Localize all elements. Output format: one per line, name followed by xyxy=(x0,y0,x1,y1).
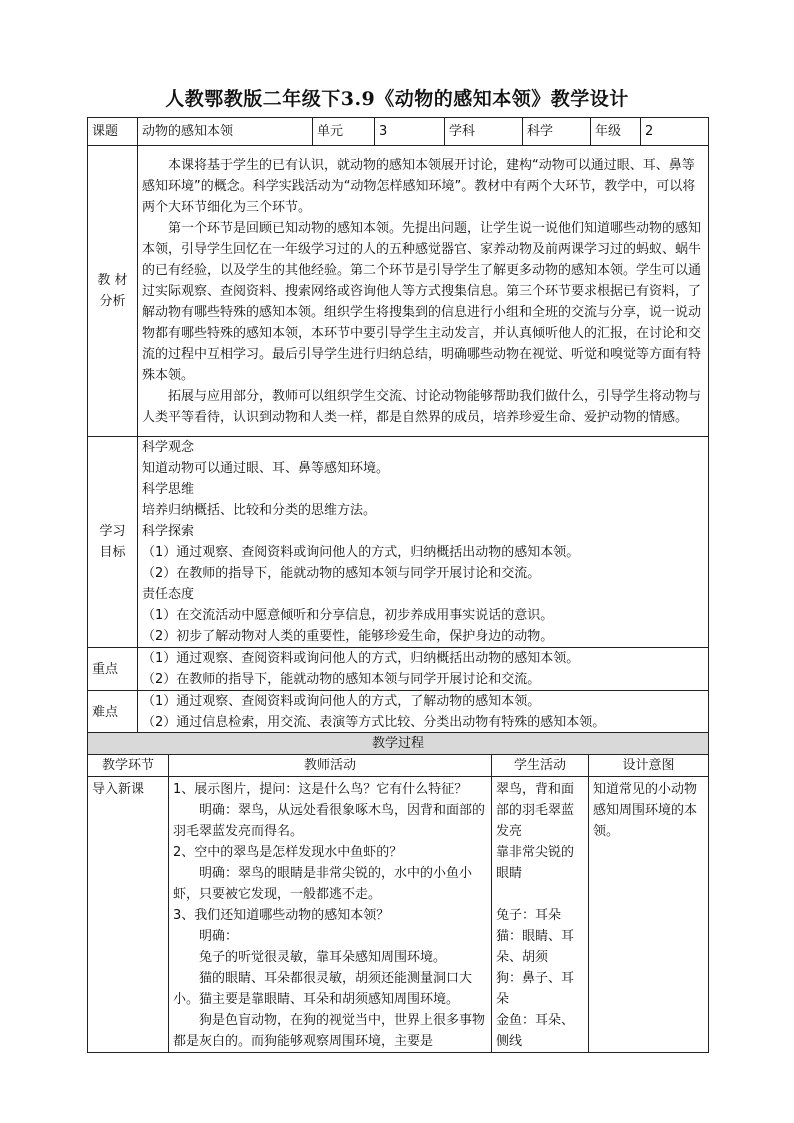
info-row xyxy=(88,118,709,146)
difficulty-line: （2）通过信息检索，用交流、表演等方式比较、分类出动物有特殊的感知本领。 xyxy=(142,715,606,730)
analysis-row xyxy=(88,146,709,437)
col-student-header: 学生活动 xyxy=(492,755,589,777)
keypoints-content xyxy=(138,648,709,691)
lesson-info-table xyxy=(87,117,709,734)
document-title: 人教鄂教版二年级下3.9《动物的感知本领》教学设计 xyxy=(165,88,629,110)
teacher-line: 3、我们还知道哪些动物的感知本领？ xyxy=(173,908,390,923)
objective-heading: 责任态度 xyxy=(142,587,195,602)
difficulties-row xyxy=(88,691,709,734)
objective-heading: 科学思维 xyxy=(142,482,195,497)
student-line: 猫：眼睛、耳朵、胡须 xyxy=(496,929,575,965)
course-value: 动物的感知本领 xyxy=(138,118,313,146)
teacher-line: 明确：翠鸟的眼睛是非常尖锐的，水中的小鱼小虾，只要被它发现，一般都逃不走。 xyxy=(173,866,473,902)
difficulties-label: 难点 xyxy=(88,691,138,734)
stage-cell: 导入新课 xyxy=(88,777,169,1053)
subject-label: 学科 xyxy=(445,118,523,146)
student-activity-cell xyxy=(492,777,589,1053)
student-line: 靠非常尖锐的眼睛 xyxy=(496,845,575,881)
unit-value: 3 xyxy=(375,118,445,146)
teacher-line: 1、展示图片，提问：这是什么鸟？它有什么特征？ xyxy=(173,782,468,797)
col-teacher-header: 教师活动 xyxy=(169,755,492,777)
objective-heading: 科学观念 xyxy=(142,440,195,455)
objective-line: 知道动物可以通过眼、耳、鼻等感知环境。 xyxy=(142,461,390,476)
analysis-label: 教 材 分析 xyxy=(88,146,138,437)
teacher-line: 狗是色盲动物，在狗的视觉当中，世界上很多事物都是灰白的。而狗能够观察周围环境，主要是 xyxy=(173,1013,486,1049)
objective-line: （1）在交流活动中愿意倾听和分享信息，初步养成用事实说话的意识。 xyxy=(142,608,554,623)
objectives-row xyxy=(88,437,709,648)
grade-label: 年级 xyxy=(591,118,641,146)
process-columns-row xyxy=(88,755,709,777)
difficulty-line: （1）通过观察、查阅资料或询问他人的方式，了解动物的感知本领。 xyxy=(142,694,541,709)
subject-value: 科学 xyxy=(523,118,591,146)
analysis-paragraph: 拓展与应用部分，教师可以组织学生交流、讨论动物能够帮助我们做什么，引导学生将动物与人类平等看待，认识到动物和人类一样，都是自然界的成员，培养珍爱生命、爱护动物的情感。 xyxy=(142,388,702,425)
student-line: 金鱼：耳朵、侧线 xyxy=(496,1013,575,1049)
student-line: 翠鸟，背和面部的羽毛翠蓝发亮 xyxy=(496,782,575,839)
grade-value: 2 xyxy=(641,118,709,146)
process-row-intro xyxy=(88,777,709,1053)
keypoints-row xyxy=(88,648,709,691)
col-intent-header: 设计意图 xyxy=(589,755,709,777)
objectives-label-line: 目标 xyxy=(99,545,126,560)
teacher-line: 明确： xyxy=(199,929,239,944)
objectives-label xyxy=(88,437,138,648)
course-label: 课题 xyxy=(88,118,138,146)
design-intent-cell: 知道常见的小动物感知周围环境的本领。 xyxy=(589,777,709,1053)
objectives-content xyxy=(138,437,709,648)
student-line: 兔子：耳朵 xyxy=(496,908,562,923)
objective-line: （2）在教师的指导下，能就动物的感知本领与同学开展讨论和交流。 xyxy=(142,566,541,581)
difficulties-content xyxy=(138,691,709,734)
teacher-line: 猫的眼睛、耳朵都很灵敏，胡须还能测量洞口大小。猫主要是靠眼睛、耳朵和胡须感知周围环境。 xyxy=(173,971,473,1007)
student-line-spacer xyxy=(496,884,584,905)
teaching-process-table xyxy=(87,732,709,1053)
teacher-line: 兔子的听觉很灵敏，靠耳朵感知周围环境。 xyxy=(199,950,447,965)
col-stage-header: 教学环节 xyxy=(88,755,169,777)
objective-heading: 科学探索 xyxy=(142,524,195,539)
objective-line: （1）通过观察、查阅资料或询问他人的方式，归纳概括出动物的感知本领。 xyxy=(142,545,580,560)
student-line: 狗：鼻子、耳朵 xyxy=(496,971,575,1007)
keypoint-line: （1）通过观察、查阅资料或询问他人的方式，归纳概括出动物的感知本领。 xyxy=(142,651,580,666)
objective-line: 培养归纳概括、比较和分类的思维方法。 xyxy=(142,503,377,518)
keypoint-line: （2）在教师的指导下，能就动物的感知本领与同学开展讨论和交流。 xyxy=(142,672,541,687)
unit-label: 单元 xyxy=(313,118,375,146)
keypoints-label: 重点 xyxy=(88,648,138,691)
objective-line: （2）初步了解动物对人类的重要性，能够珍爱生命，保护身边的动物。 xyxy=(142,629,554,644)
teacher-line: 明确：翠鸟，从远处看很象啄木鸟，因背和面部的羽毛翠蓝发亮而得名。 xyxy=(173,803,486,839)
analysis-paragraph: 第一个环节是回顾已知动物的感知本领。先提出问题，让学生说一说他们知道哪些动物的感知本领，引导学生回忆在一年级学习过的人的五种感觉器官、家养动物及前两课学习过的蚂蚁、蜗牛的已有经验，以及学生的其他经验。第二个环节是引导学生了解更多动物的感知本领。学生可以通过实际观察、查阅资料、搜索网络或咨询他人等方式搜集信息。第三个环节要求根据已有资料，了解动物有哪些特殊的感知本领。组织学生将搜集到的信息进行小组和全班的交流与分享，说一说动物都有哪些特殊的感知本领，本环节中要引导学生主动发言，并认真倾听他人的汇报，在讨论和交流的过程中互相学习。最后引导学生进行归纳总结，明确哪些动物在视觉、听觉和嗅觉等方面有特殊本领。 xyxy=(142,220,702,383)
analysis-content xyxy=(138,146,709,437)
analysis-paragraph: 本课将基于学生的已有认识，就动物的感知本领展开讨论，建构“动物可以通过眼、耳、鼻等感知环境”的概念。科学实践活动为“动物怎样感知环境”。教材中有两个大环节，教学中，可以将两个大环节细化为三个环节。 xyxy=(142,157,696,215)
teacher-activity-cell xyxy=(169,777,492,1053)
process-header-row xyxy=(88,733,709,755)
process-header: 教学过程 xyxy=(88,733,709,755)
teacher-line: 2、空中的翠鸟是怎样发现水中鱼虾的？ xyxy=(173,845,403,860)
objectives-label-line: 学习 xyxy=(99,524,126,539)
